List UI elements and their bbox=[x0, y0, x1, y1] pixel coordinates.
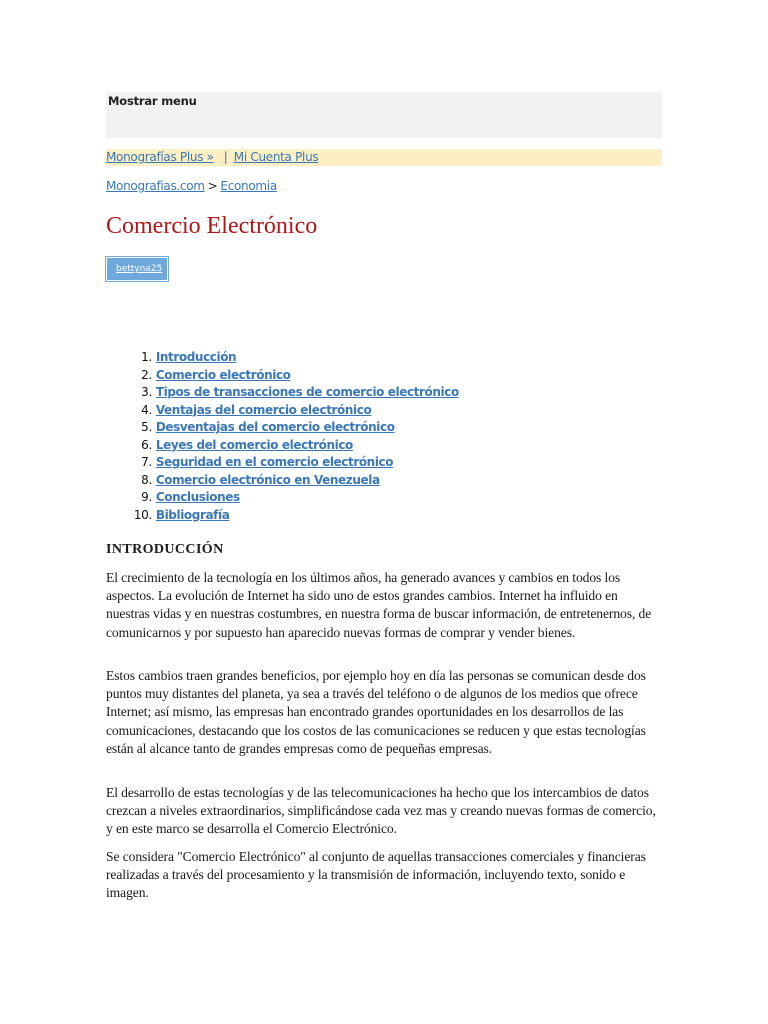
toc-item-number: 2. bbox=[141, 367, 152, 382]
toc-item bbox=[124, 472, 459, 490]
toc-item bbox=[124, 507, 459, 525]
toc-link-introduccion[interactable]: Introducción bbox=[155, 350, 237, 364]
toc-link-conclusiones[interactable]: Conclusiones bbox=[155, 490, 240, 504]
author-link[interactable]: bettyna25 bbox=[116, 264, 163, 274]
toc-link-seguridad[interactable]: Seguridad en el comercio electrónico bbox=[155, 455, 394, 469]
show-menu-button[interactable]: Mostrar menu bbox=[108, 94, 197, 108]
breadcrumb-separator: > bbox=[207, 179, 218, 193]
toc-item-number: 3. bbox=[141, 385, 152, 399]
toc-link-comercio-electronico[interactable]: Comercio electrónico bbox=[155, 367, 291, 382]
breadcrumb-home-link[interactable]: Monografias.com bbox=[106, 179, 205, 193]
toc-item bbox=[124, 489, 459, 507]
paragraph: Se considera "Comercio Electrónico" al conjunto de aquellas transacciones comerciales y financieras realizadas a través del procesamiento y la transmisión de información, incluyendo texto, sonido e imagen. bbox=[106, 849, 646, 901]
toc-item-number: 10. bbox=[133, 507, 152, 522]
toc-link-bibliografia[interactable]: Bibliografía bbox=[155, 507, 230, 522]
author-badge[interactable] bbox=[106, 257, 168, 281]
toc-item-number: 6. bbox=[141, 437, 152, 452]
toc-link-leyes[interactable]: Leyes del comercio electrónico bbox=[155, 437, 353, 452]
toc-link-desventajas[interactable]: Desventajas del comercio electrónico bbox=[155, 420, 395, 434]
toc-item-number: 7. bbox=[141, 455, 152, 469]
menu-bar bbox=[106, 92, 662, 138]
toc-item-number: 8. bbox=[141, 472, 152, 487]
plus-bar bbox=[106, 149, 662, 166]
toc-item bbox=[124, 402, 459, 420]
plus-bar-separator: | bbox=[223, 150, 228, 164]
toc-item bbox=[124, 384, 459, 402]
toc-item bbox=[124, 349, 459, 367]
breadcrumb bbox=[106, 179, 277, 193]
toc-item bbox=[124, 454, 459, 472]
section-heading-introduccion: INTRODUCCIÓN bbox=[106, 542, 224, 557]
page-title: Comercio Electrónico bbox=[106, 213, 318, 239]
table-of-contents bbox=[124, 349, 459, 524]
toc-link-venezuela[interactable]: Comercio electrónico en Venezuela bbox=[155, 472, 380, 487]
paragraph: El desarrollo de estas tecnologías y de las telecomunicaciones ha hecho que los intercambios de datos crezcan a niveles extraordinarios, simplificándose cada vez mas y creando nuevas formas de comercio, y en este marco se desarrolla el Comercio Electrónico. bbox=[106, 785, 656, 837]
my-plus-account-link[interactable]: Mi Cuenta Plus bbox=[233, 150, 319, 164]
toc-item bbox=[124, 437, 459, 455]
paragraph: Estos cambios traen grandes beneficios, por ejemplo hoy en día las personas se comunican desde dos puntos muy distantes del planeta, ya sea a través del teléfono o de algunos de los medios que ofrece Internet; así mismo, las empresas han encontrado grandes oportunidades en los desarrollos de las comunicaciones, destacando que los costos de las comunicaciones se reducen y que estas tecnologías están al alcance tanto de grandes empresas como de pequeñas empresas. bbox=[106, 668, 646, 756]
toc-link-tipos-transacciones[interactable]: Tipos de transacciones de comercio electrónico bbox=[155, 385, 459, 399]
toc-item-number: 5. bbox=[141, 420, 152, 434]
toc-item bbox=[124, 419, 459, 437]
breadcrumb-category-link[interactable]: Economia bbox=[220, 179, 277, 193]
toc-item-number: 1. bbox=[141, 350, 152, 364]
toc-link-ventajas[interactable]: Ventajas del comercio electrónico bbox=[155, 402, 372, 417]
toc-item-number: 4. bbox=[141, 402, 152, 417]
monografias-plus-link[interactable]: Monografías Plus » bbox=[106, 150, 214, 164]
paragraph: El crecimiento de la tecnología en los últimos años, ha generado avances y cambios en todos los aspectos. La evolución de Internet ha sido uno de estos grandes cambios. Internet ha influido en nuestras vidas y en nuestras costumbres, en nuestra forma de buscar información, de entretenernos, de comunicarnos y por supuesto han aparecido nuevas formas de comprar y vender bienes. bbox=[106, 570, 652, 640]
toc-item bbox=[124, 367, 459, 385]
toc-item-number: 9. bbox=[141, 490, 152, 504]
